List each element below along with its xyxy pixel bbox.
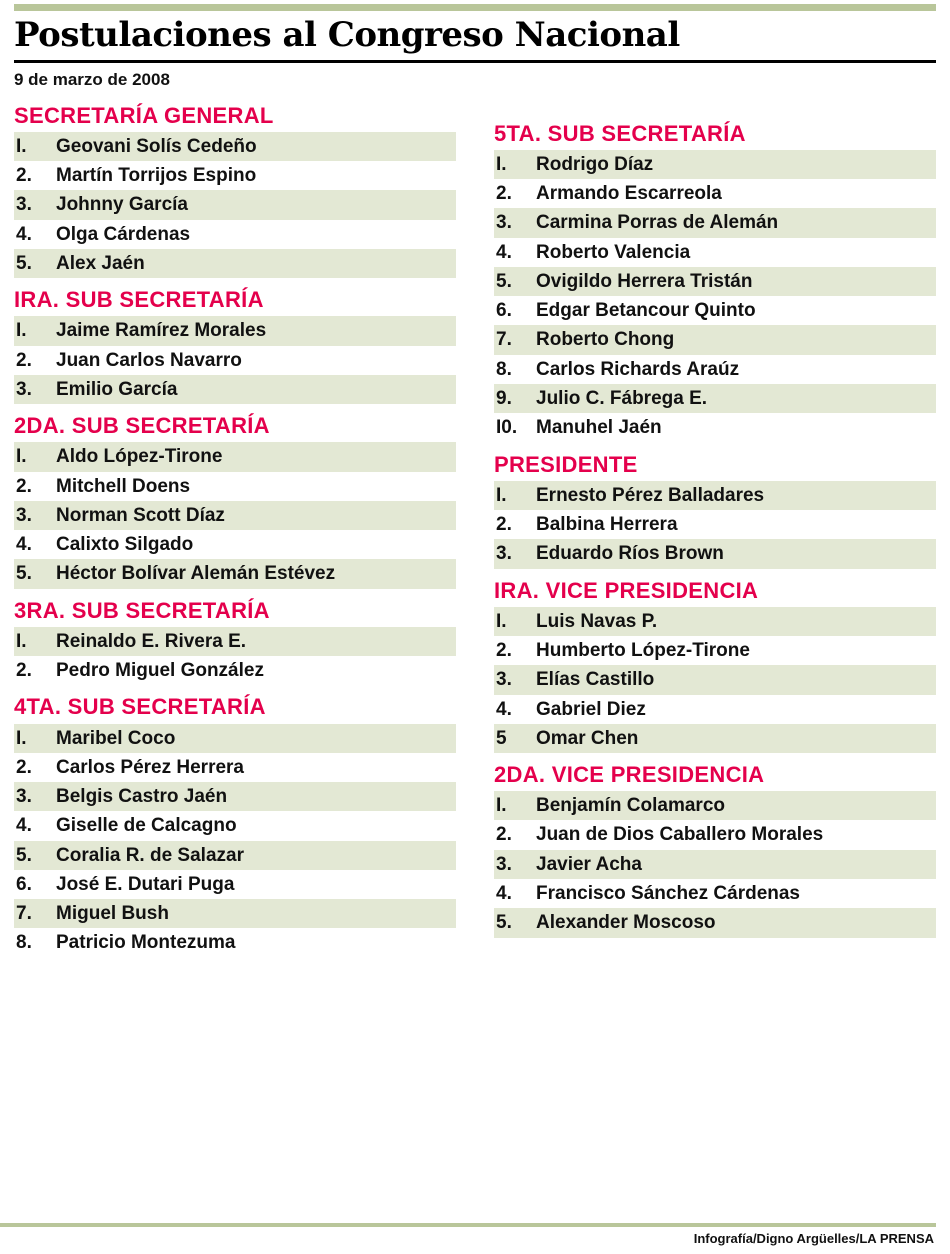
section bbox=[14, 695, 456, 957]
list-item bbox=[494, 355, 936, 384]
list-item-number: 2. bbox=[496, 183, 512, 205]
candidate-name: Roberto Valencia bbox=[536, 241, 691, 263]
list-item-number: 2. bbox=[496, 513, 512, 535]
candidate-name: Rodrigo Díaz bbox=[536, 153, 654, 175]
candidate-name: Giselle de Calcagno bbox=[56, 815, 237, 837]
list-item bbox=[494, 179, 936, 208]
list-item-number: 3. bbox=[496, 853, 512, 875]
list-item bbox=[494, 791, 936, 820]
list-item bbox=[14, 530, 456, 559]
list-item-number: 3. bbox=[16, 194, 32, 216]
list-item-number: 2. bbox=[496, 824, 512, 846]
list-item bbox=[14, 928, 456, 957]
section bbox=[494, 453, 936, 569]
candidate-name: Armando Escarreola bbox=[536, 183, 722, 205]
list-item bbox=[14, 501, 456, 530]
list-item-number: 5. bbox=[16, 844, 32, 866]
publication-date: 9 de marzo de 2008 bbox=[14, 69, 170, 89]
list-item-number: 5 bbox=[496, 727, 507, 749]
list-item bbox=[494, 850, 936, 879]
list-item bbox=[14, 442, 456, 471]
list-item-number: 5. bbox=[16, 563, 32, 585]
list-item-number: I. bbox=[496, 153, 507, 175]
candidate-name: Carmina Porras de Alemán bbox=[536, 212, 779, 234]
candidate-name: Elías Castillo bbox=[536, 669, 655, 691]
list-item bbox=[494, 665, 936, 694]
list-item-number: 5. bbox=[496, 270, 512, 292]
candidate-name: Benjamín Colamarco bbox=[536, 795, 725, 817]
infographic-page bbox=[0, 4, 950, 1254]
list-item-number: 6. bbox=[16, 873, 32, 895]
candidate-name: Luis Navas P. bbox=[536, 610, 658, 632]
candidate-name: Carlos Richards Araúz bbox=[536, 358, 740, 380]
list-item-number: 7. bbox=[16, 903, 32, 925]
candidate-name: Aldo López-Tirone bbox=[56, 446, 223, 468]
candidate-name: Geovani Solís Cedeño bbox=[56, 135, 257, 157]
list-item bbox=[14, 627, 456, 656]
list-item bbox=[14, 841, 456, 870]
section-heading: IRA. VICE PRESIDENCIA bbox=[494, 577, 759, 603]
list-item-number: 5. bbox=[496, 912, 512, 934]
list-item bbox=[494, 908, 936, 937]
left-column bbox=[14, 94, 456, 962]
list-item-number: 3. bbox=[496, 212, 512, 234]
candidate-name: Jaime Ramírez Morales bbox=[56, 320, 267, 342]
candidate-name: Roberto Chong bbox=[536, 329, 675, 351]
list-item bbox=[494, 724, 936, 753]
section-heading: 2DA. SUB SECRETARÍA bbox=[14, 413, 270, 439]
list-item-number: 2. bbox=[496, 639, 512, 661]
list-item bbox=[14, 249, 456, 278]
list-item-number: 5. bbox=[16, 252, 32, 274]
list-item-number: I. bbox=[16, 727, 27, 749]
section bbox=[494, 122, 936, 443]
list-item bbox=[14, 316, 456, 345]
credit-line: Infografía/Digno Argüelles/LA PRENSA bbox=[693, 1231, 934, 1246]
list-item bbox=[494, 296, 936, 325]
candidate-name: Julio C. Fábrega E. bbox=[536, 388, 708, 409]
list-item-number: 7. bbox=[496, 329, 512, 351]
candidate-name: Coralia R. de Salazar bbox=[56, 844, 244, 866]
list-item bbox=[494, 150, 936, 179]
list-item bbox=[14, 656, 456, 685]
section-heading: PRESIDENTE bbox=[494, 451, 638, 477]
candidate-name: Humberto López-Tirone bbox=[536, 639, 750, 661]
list-item-number: I. bbox=[16, 320, 27, 342]
list-item bbox=[494, 539, 936, 568]
list-item-number: 2. bbox=[16, 756, 32, 778]
candidate-name: Miguel Bush bbox=[56, 903, 169, 925]
list-item-number: 9. bbox=[496, 388, 512, 409]
candidate-name: Francisco Sánchez Cárdenas bbox=[536, 883, 800, 905]
list-item-number: 3. bbox=[16, 378, 32, 400]
candidate-name: José E. Dutari Puga bbox=[56, 873, 235, 895]
candidate-name: Reinaldo E. Rivera E. bbox=[56, 630, 247, 652]
list-item bbox=[494, 325, 936, 354]
list-item bbox=[14, 161, 456, 190]
list-item-number: 4. bbox=[496, 883, 512, 905]
list-item bbox=[14, 472, 456, 501]
list-item bbox=[14, 782, 456, 811]
list-item bbox=[14, 724, 456, 753]
list-item bbox=[14, 753, 456, 782]
candidate-name: Calixto Silgado bbox=[56, 534, 194, 556]
list-item-number: 6. bbox=[496, 300, 512, 322]
list-item bbox=[494, 481, 936, 510]
section bbox=[14, 599, 456, 686]
list-item-number: 2. bbox=[16, 475, 32, 497]
page-title: Postulaciones al Congreso Nacional bbox=[14, 15, 680, 55]
candidate-name: Maribel Coco bbox=[56, 727, 176, 749]
list-item-number: 3. bbox=[496, 669, 512, 691]
candidate-name: Balbina Herrera bbox=[536, 513, 678, 535]
list-item-number: 8. bbox=[496, 358, 512, 380]
list-item-number: I. bbox=[16, 446, 27, 468]
section-heading: 5TA. SUB SECRETARÍA bbox=[494, 120, 746, 146]
list-item-number: I. bbox=[496, 795, 507, 817]
candidate-name: Ovigildo Herrera Tristán bbox=[536, 270, 753, 292]
list-item bbox=[14, 190, 456, 219]
list-item-number: 4. bbox=[16, 223, 32, 245]
list-item bbox=[14, 811, 456, 840]
section-heading: 2DA. VICE PRESIDENCIA bbox=[494, 762, 765, 788]
candidate-name: Eduardo Ríos Brown bbox=[536, 543, 724, 565]
title-divider bbox=[14, 60, 936, 63]
list-item bbox=[14, 132, 456, 161]
section-heading: 3RA. SUB SECRETARÍA bbox=[14, 597, 270, 623]
list-item bbox=[494, 607, 936, 636]
list-item-number: 8. bbox=[16, 932, 32, 954]
list-item bbox=[494, 267, 936, 296]
list-item bbox=[494, 238, 936, 267]
list-item-number: 3. bbox=[496, 543, 512, 565]
list-item bbox=[14, 899, 456, 928]
footer-divider bbox=[0, 1223, 936, 1227]
list-item-number: 2. bbox=[16, 349, 32, 371]
list-item bbox=[14, 220, 456, 249]
candidate-name: Edgar Betancour Quinto bbox=[536, 300, 756, 322]
list-item-number: 2. bbox=[16, 165, 32, 187]
candidate-name: Ernesto Pérez Balladares bbox=[536, 484, 765, 506]
candidate-name: Olga Cárdenas bbox=[56, 223, 191, 245]
section-heading: 4TA. SUB SECRETARÍA bbox=[14, 694, 266, 720]
list-item-number: 4. bbox=[496, 241, 512, 263]
candidate-name: Carlos Pérez Herrera bbox=[56, 756, 244, 778]
candidate-name: Alexander Moscoso bbox=[536, 912, 716, 934]
list-item-number: 4. bbox=[16, 815, 32, 837]
list-item bbox=[494, 413, 936, 442]
section-heading: SECRETARÍA GENERAL bbox=[14, 102, 274, 128]
right-column bbox=[494, 94, 936, 942]
candidate-name: Johnny García bbox=[56, 194, 188, 216]
candidate-name: Omar Chen bbox=[536, 727, 639, 749]
list-item-number: 3. bbox=[16, 786, 32, 808]
columns-container bbox=[14, 94, 936, 962]
list-item bbox=[14, 870, 456, 899]
list-item bbox=[494, 208, 936, 237]
section-heading: IRA. SUB SECRETARÍA bbox=[14, 287, 264, 313]
list-item-number: I. bbox=[496, 610, 507, 632]
list-item-number: I0. bbox=[496, 417, 518, 439]
list-item-number: 4. bbox=[16, 534, 32, 556]
candidate-name: Gabriel Diez bbox=[536, 698, 646, 720]
candidate-name: Norman Scott Díaz bbox=[56, 504, 225, 526]
list-item-number: 3. bbox=[16, 504, 32, 526]
candidate-name: Emilio García bbox=[56, 378, 178, 400]
list-item-number: I. bbox=[16, 630, 27, 652]
candidate-name: Pedro Miguel González bbox=[56, 660, 264, 682]
candidate-name: Alex Jaén bbox=[56, 252, 145, 274]
list-item bbox=[14, 375, 456, 404]
list-item bbox=[494, 510, 936, 539]
list-item bbox=[494, 636, 936, 665]
list-item bbox=[494, 695, 936, 724]
list-item-number: I. bbox=[16, 135, 27, 157]
list-item-number: 2. bbox=[16, 660, 32, 682]
candidate-name: Manuhel Jaén bbox=[536, 417, 662, 439]
candidate-name: Patricio Montezuma bbox=[56, 932, 236, 954]
candidate-name: Javier Acha bbox=[536, 853, 642, 875]
candidate-name: Juan Carlos Navarro bbox=[56, 349, 242, 371]
list-item bbox=[14, 346, 456, 375]
list-item bbox=[494, 879, 936, 908]
section bbox=[494, 763, 936, 938]
top-divider bbox=[14, 4, 936, 11]
candidate-name: Héctor Bolívar Alemán Estévez bbox=[56, 563, 336, 585]
candidate-name: Juan de Dios Caballero Morales bbox=[536, 824, 824, 846]
candidate-name: Belgis Castro Jaén bbox=[56, 786, 228, 808]
section bbox=[14, 104, 456, 279]
list-item-number: 4. bbox=[496, 698, 512, 720]
section bbox=[494, 579, 936, 754]
candidate-name: Mitchell Doens bbox=[56, 475, 191, 497]
page-footer bbox=[0, 1223, 936, 1246]
section bbox=[14, 288, 456, 404]
list-item bbox=[494, 384, 936, 413]
candidate-name: Martín Torrijos Espino bbox=[56, 165, 257, 187]
list-item-number: I. bbox=[496, 484, 507, 506]
list-item bbox=[14, 559, 456, 588]
section bbox=[14, 414, 456, 589]
list-item bbox=[494, 820, 936, 849]
